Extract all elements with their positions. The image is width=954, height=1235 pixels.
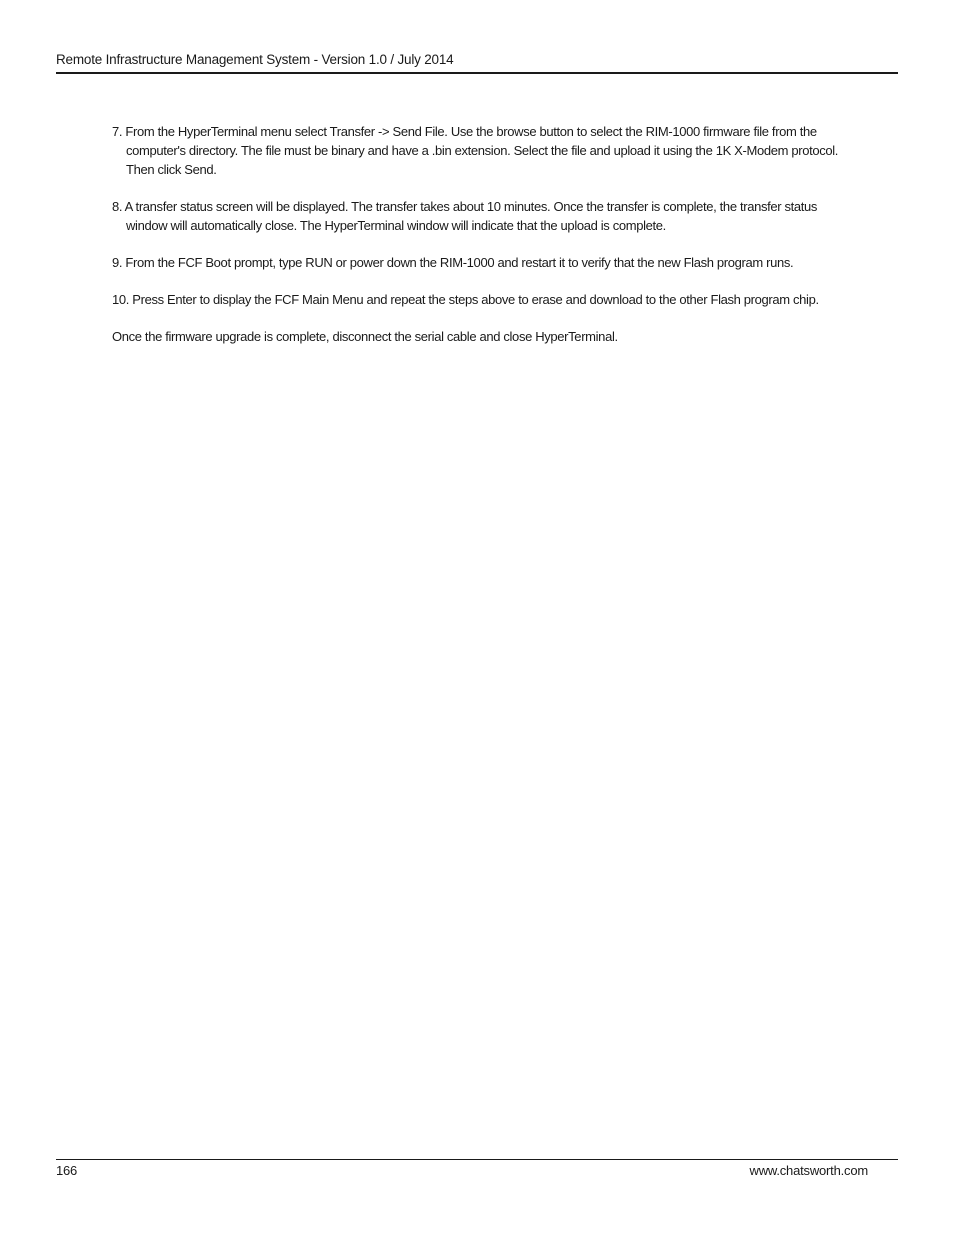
page-number: 166 xyxy=(56,1163,78,1178)
closing-paragraph: Once the firmware upgrade is complete, disconnect the serial cable and close HyperTerminal. xyxy=(112,329,618,344)
page-footer xyxy=(56,1159,898,1184)
step-10: 10. Press Enter to display the FCF Main Menu and repeat the steps above to erase and download to the other Flash program chip. xyxy=(112,292,819,307)
page-content xyxy=(112,122,852,346)
step-7: 7. From the HyperTerminal menu select Transfer -> Send File. Use the browse button to select the RIM-1000 firmware file from the computer's directory. The file must be binary and have a .bin extension. Select the file and upload it using the 1K X-Modem protocol. Then click Send. xyxy=(112,124,839,177)
page-header xyxy=(56,52,898,74)
document-title: Remote Infrastructure Management System - Version 1.0 / July 2014 xyxy=(56,52,454,67)
website-link[interactable]: www.chatsworth.com xyxy=(749,1163,868,1178)
step-9: 9. From the FCF Boot prompt, type RUN or power down the RIM-1000 and restart it to verify that the new Flash program runs. xyxy=(112,255,794,270)
step-8: 8. A transfer status screen will be displayed. The transfer takes about 10 minutes. Once the transfer is complete, the transfer status window will automatically close. The HyperTerminal window will indicate that the upload is complete. xyxy=(112,199,818,233)
